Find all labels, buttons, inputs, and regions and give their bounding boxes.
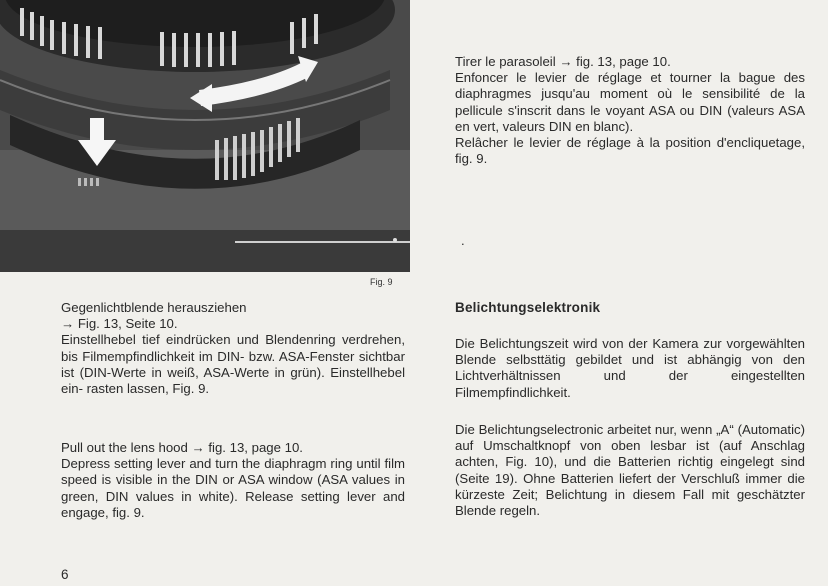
german-paragraph: Einstellhebel tief eindrücken und Blendenring verdrehen, bis Filmempfindlichkeit im DIN- bzw. ASA-Fenster sichtbar ist (DIN-Werte in weiß, ASA-Werte in grün). Einstellhebel ein- rasten lassen, Fig. 9.	[61, 332, 405, 397]
paragraph-electronics	[455, 422, 805, 519]
german-line-1: Gegenlichtblende herausziehen	[61, 300, 247, 315]
paragraph-exposure-time	[455, 336, 805, 401]
page-number: 6	[61, 567, 69, 582]
paragraph-2-text: Die Belichtungselectronic arbeitet nur, wenn „A“ (Automatic) auf Umschaltknopf von oben lesbar ist (auf Anschlag achten, Fig. 10), und die Batterien richtig eingelegt sind (Seite 19). Ohne Batterien liefert der Verschluß immer die kürzeste Zeit; Belichtung in diesem Fall mit geschätzter Blende regeln.	[455, 422, 805, 519]
french-paragraph-1: Enfoncer le levier de réglage et tourner la bague des diaphragmes jusqu'au moment où le sensibilité de la pellicule s'inscrit dans le voyant ASA ou DIN (valeurs ASA en vert, valeurs DIN en blanc).	[455, 70, 805, 134]
english-instructions	[61, 440, 405, 521]
lens-photo	[0, 0, 410, 272]
figure-caption: Fig. 9	[370, 277, 393, 287]
english-paragraph: Depress setting lever and turn the diaphragm ring until film speed is visible in the DIN or ASA window (ASA values in green, DIN values in white). Release setting lever and engage, fig. 9.	[61, 456, 405, 520]
german-instructions	[61, 300, 405, 397]
section-heading: Belichtungselektronik	[455, 300, 601, 315]
french-paragraph-2: Relâcher le levier de réglage à la position d'encliquetage, fig. 9.	[455, 135, 805, 167]
french-instructions	[455, 54, 805, 167]
german-line-2: → Fig. 13, Seite 10.	[61, 316, 178, 332]
french-line-1: Tirer le parasoleil → fig. 13, page 10.	[455, 54, 671, 69]
english-line-1: Pull out the lens hood → fig. 13, page 10.	[61, 440, 303, 455]
paragraph-1-text: Die Belichtungszeit wird von der Kamera zur vorgewählten Blende selbsttätig gebildet und ist abhängig von den Lichtverhältnissen und der eingestellten Filmempfindlichkeit.	[455, 336, 805, 400]
stray-dot: .	[461, 233, 465, 248]
